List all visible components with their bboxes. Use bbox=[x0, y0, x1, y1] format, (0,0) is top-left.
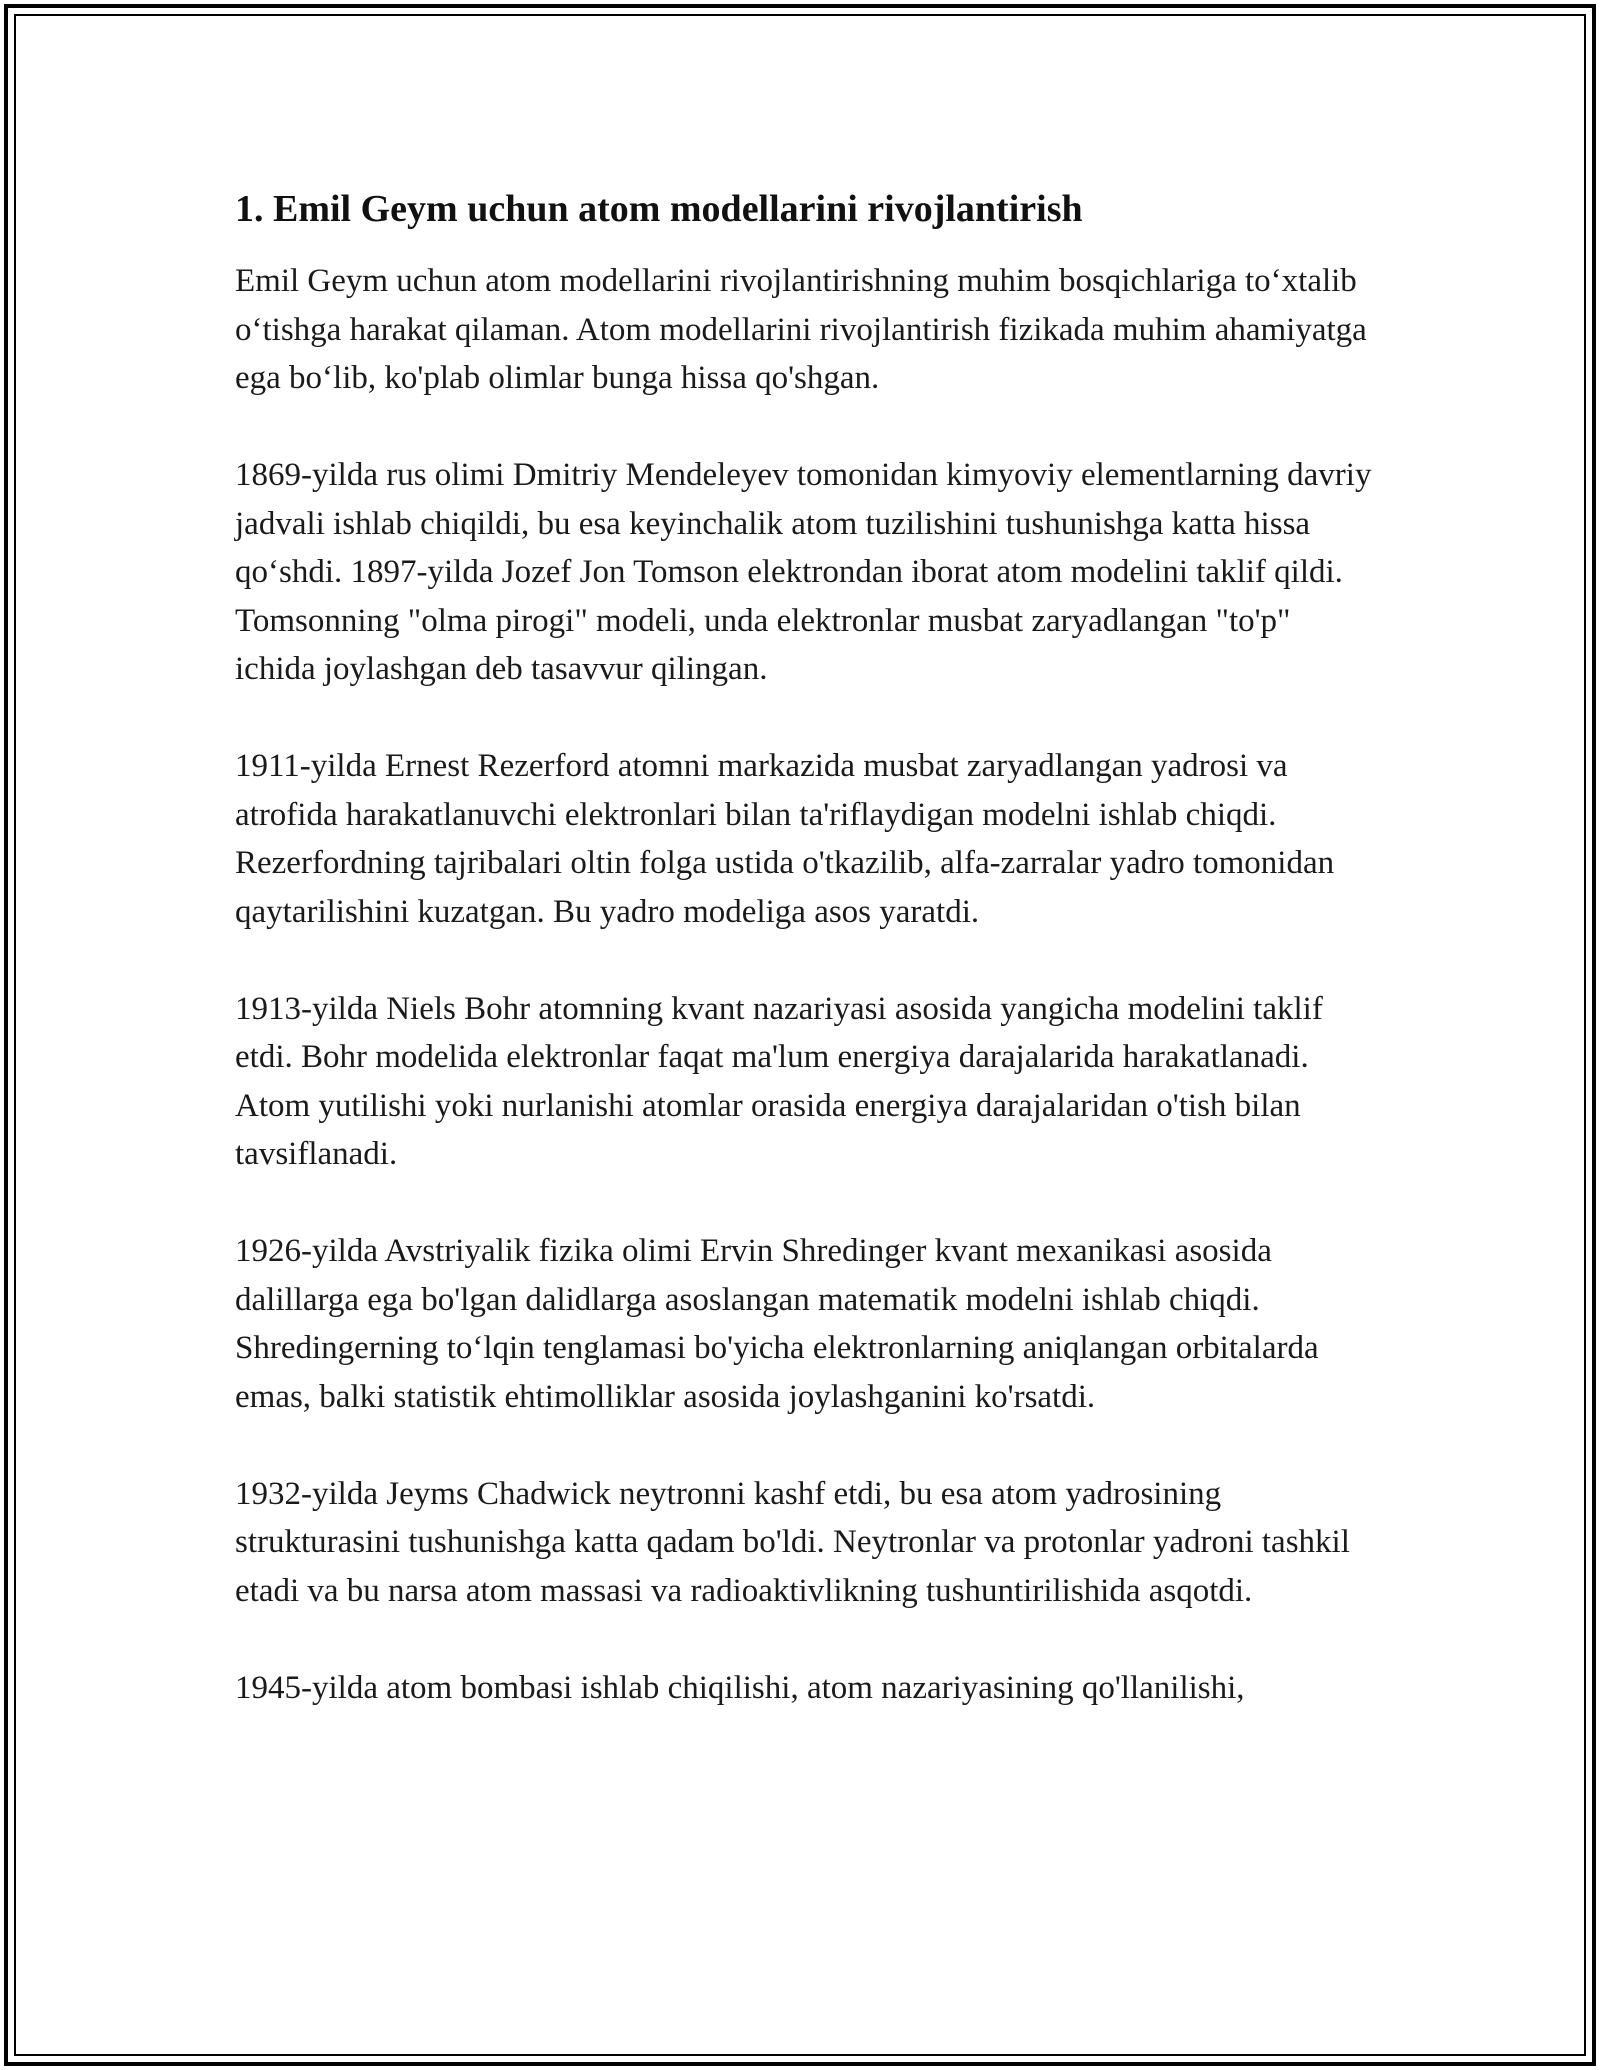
document-body bbox=[235, 185, 1375, 1761]
section-heading: 1. Emil Geym uchun atom modellarini rivojlantirish bbox=[235, 188, 1083, 230]
paragraph-1932: 1932-yilda Jeyms Chadwick neytronni kashf etdi, bu esa atom yadrosining strukturasini tushunishga katta qadam bo'ldi. Neytronlar va protonlar yadroni tashkil etadi va bu narsa atom massasi va radioaktivlikning tushuntirilishida asqotdi. bbox=[235, 1475, 1350, 1609]
paragraph-1911: 1911-yilda Ernest Rezerford atomni markazida musbat zaryadlangan yadrosi va atrofida harakatlanuvchi elektronlari bilan ta'riflaydigan modelni ishlab chiqdi. Rezerfordning tajribalari oltin folga ustida o'tkazilib, alfa-zarralar yadro tomonidan qaytarilishini kuzatgan. Bu yadro modeliga asos yaratdi. bbox=[235, 748, 1335, 930]
paragraph-1913: 1913-yilda Niels Bohr atomning kvant nazariyasi asosida yangicha modelini taklif etdi. Bohr modelida elektronlar faqat ma'lum energiya darajalarida harakatlanadi. Atom yutilishi yoki nurlanishi atomlar orasida energiya darajalaridan o'tish bilan tavsiflanadi. bbox=[235, 990, 1323, 1172]
paragraph-1869: 1869-yilda rus olimi Dmitriy Mendeleyev tomonidan kimyoviy elementlarning davriy jadvali ishlab chiqildi, bu esa keyinchalik atom tuzilishini tushunishga katta hissa qo‘shdi. 1897-yilda Jozef Jon Tomson elektrondan iborat atom modelini taklif qildi. Tomsonning "olma pirogi" modeli, unda elektronlar musbat zaryadlangan "to'p" ichida joylashgan deb tasavvur qilingan. bbox=[235, 457, 1372, 687]
paragraph-intro: Emil Geym uchun atom modellarini rivojlantirishning muhim bosqichlariga to‘xtalib o‘tishga harakat qilaman. Atom modellarini rivojlantirish fizikada muhim ahamiyatga ega bo‘lib, ko'plab olimlar bunga hissa qo'shgan. bbox=[235, 263, 1367, 396]
paragraph-1926: 1926-yilda Avstriyalik fizika olimi Ervin Shredinger kvant mexanikasi asosida dalillarga ega bo'lgan dalidlarga asoslangan matematik modelni ishlab chiqdi. Shredingerning to‘lqin tenglamasi bo'yicha elektronlarning aniqlangan orbitalarda emas, balki statistik ehtimolliklar asosida joylashganini ko'rsatdi. bbox=[235, 1233, 1319, 1415]
paragraph-1945: 1945-yilda atom bombasi ishlab chiqilishi, atom nazariyasining qo'llanilishi, bbox=[235, 1669, 1245, 1706]
